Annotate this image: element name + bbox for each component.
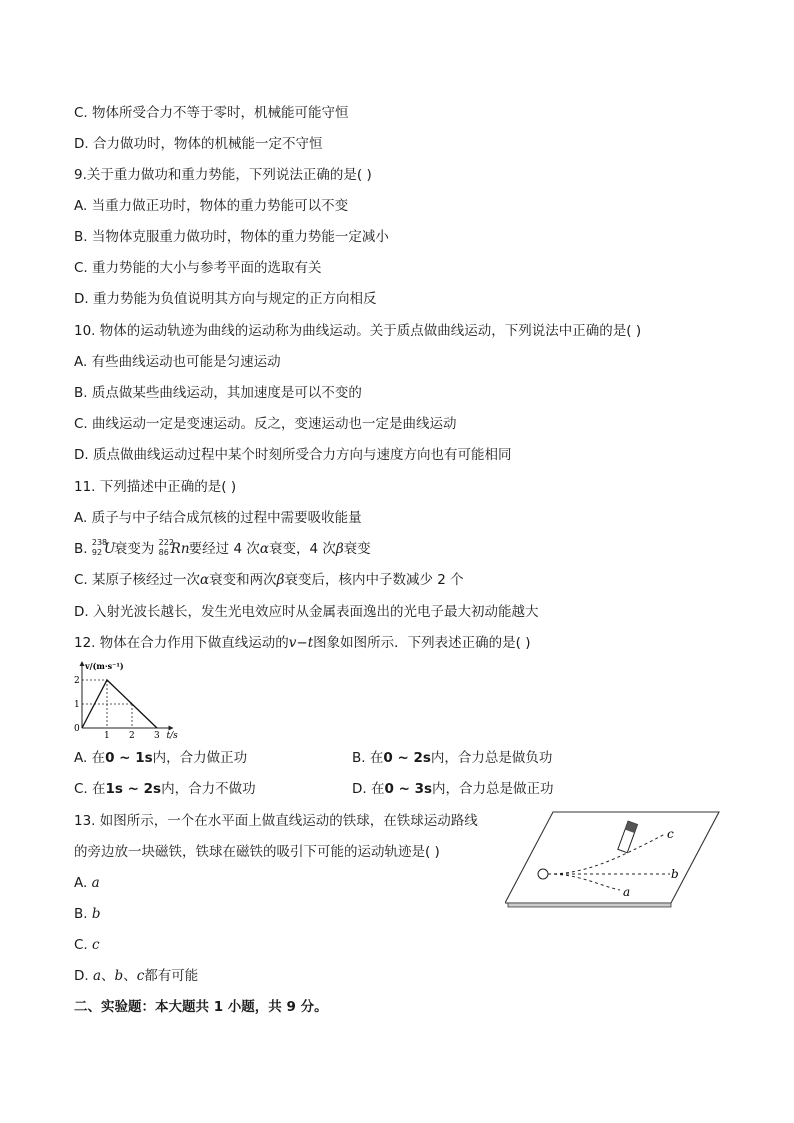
- section-heading: 二、实验题：本大题共 1 小题，共 9 分。: [74, 999, 328, 1015]
- question-13-cont: 的旁边放一块磁铁，铁球在磁铁的吸引下可能的运动轨迹是( ): [74, 844, 440, 860]
- option: C. 在1s ~ 2s内，合力不做功: [74, 781, 256, 797]
- y-axis-label: v/(m·s⁻¹): [85, 661, 124, 671]
- label-a: a: [623, 885, 631, 899]
- text-line: D. 合力做功时，物体的机械能一定不守恒: [74, 136, 323, 152]
- option: C. 重力势能的大小与参考平面的选取有关: [74, 260, 322, 276]
- text-line: C. 物体所受合力不等于零时，机械能可能守恒: [74, 105, 349, 121]
- option-prefix: B.: [74, 541, 92, 557]
- x-tick-label: 3: [154, 731, 160, 741]
- option: B. b: [74, 906, 101, 922]
- label-c: c: [667, 827, 674, 841]
- iron-ball: [538, 869, 548, 879]
- magnet-figure: [505, 808, 723, 908]
- y-tick-label: 2: [74, 676, 80, 686]
- option: A. 当重力做正功时，物体的重力势能可以不变: [74, 198, 349, 214]
- question-11: 11. 下列描述中正确的是( ): [74, 479, 237, 495]
- isotope-u: 238 92 U: [91, 538, 116, 557]
- x-axis-label: t/s: [166, 731, 178, 741]
- question-9: 9.关于重力做功和重力势能，下列说法正确的是( ): [74, 167, 372, 183]
- question-13: 13. 如图所示，一个在水平面上做直线运动的铁球，在铁球运动路线: [74, 813, 478, 829]
- option: C. 曲线运动一定是变速运动。反之，变速运动也一定是曲线运动: [74, 416, 457, 432]
- option: D. a、b、c都有可能: [74, 968, 199, 984]
- y-axis-arrow: [80, 661, 85, 666]
- option: A. 质子与中子结合成氘核的过程中需要吸收能量: [74, 510, 362, 526]
- y-tick-label: 1: [74, 700, 80, 710]
- option: A. 在0 ~ 1s内，合力做正功: [74, 750, 248, 766]
- label-b: b: [671, 867, 679, 881]
- question-12: 12. 物体在合力作用下做直线运动的v−t图象如图所示．下列表述正确的是( ): [74, 635, 531, 651]
- origin-label: 0: [74, 724, 80, 734]
- option: B. 质点做某些曲线运动，其加速度是可以不变的: [74, 385, 362, 401]
- option: D. 质点做曲线运动过程中某个时刻所受合力方向与速度方向也有可能相同: [74, 447, 512, 463]
- option: B. 在0 ~ 2s内，合力总是做负功: [352, 750, 553, 766]
- option: D. 在0 ~ 3s内，合力总是做正功: [352, 781, 554, 797]
- x-tick-label: 2: [129, 731, 135, 741]
- option: D. 入射光波长越长，发生光电效应时从金属表面逸出的光电子最大初动能越大: [74, 604, 539, 620]
- option: A. 有些曲线运动也可能是匀速运动: [74, 354, 281, 370]
- x-axis-arrow: [169, 726, 174, 731]
- question-10: 10. 物体的运动轨迹为曲线的运动称为曲线运动。关于质点做曲线运动，下列说法中正确的是( ): [74, 323, 642, 339]
- option: C. c: [74, 937, 100, 953]
- vt-chart: [72, 660, 192, 742]
- option: A. a: [74, 875, 100, 891]
- table-surface: [505, 812, 719, 903]
- isotope-rn: 222 86 Rn: [158, 538, 190, 557]
- option: D. 重力势能为负值说明其方向与规定的正方向相反: [74, 291, 377, 307]
- option: B. 当物体克服重力做功时，物体的重力势能一定减小: [74, 229, 389, 245]
- option-isotope: B. 238 92 U 衰变为 222 86 Rn 要经过 4 次α衰变，4 次β衰变: [74, 538, 371, 557]
- option: C. 某原子核经过一次α衰变和两次β衰变后，核内中子数减少 2 个: [74, 572, 464, 588]
- table-edge: [508, 903, 671, 907]
- x-tick-label: 1: [104, 731, 110, 741]
